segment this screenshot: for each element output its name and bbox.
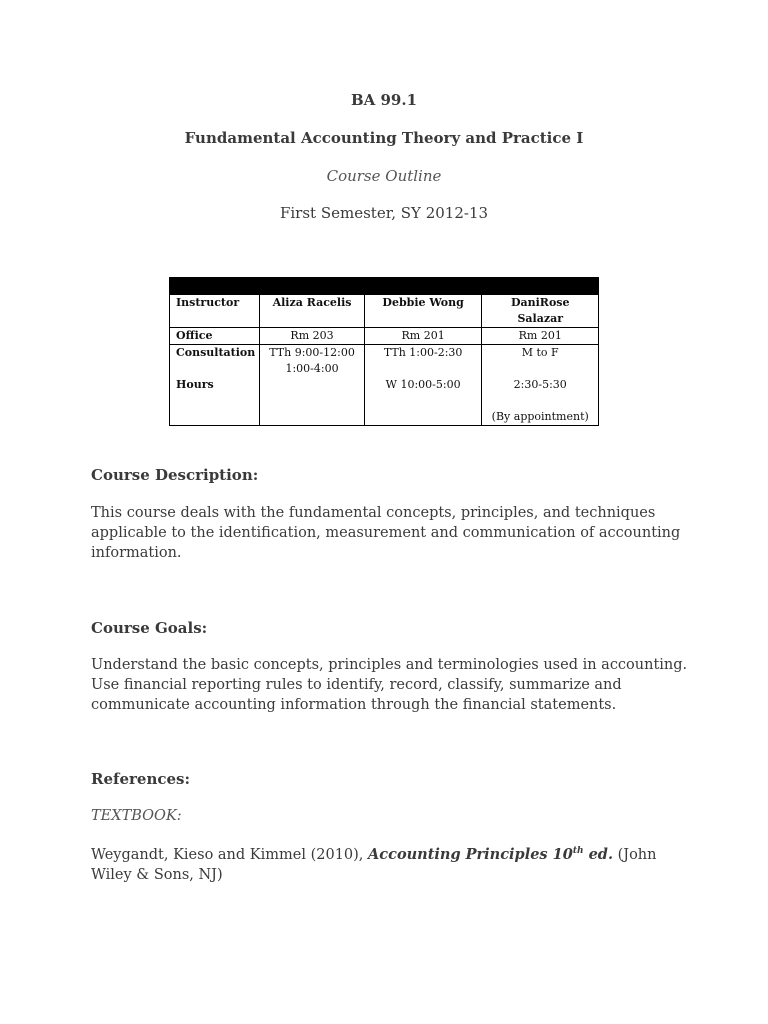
reference-title-suffix: ed. [583,846,613,863]
table-row-office [170,328,599,345]
table-header-bar-cell [170,278,599,295]
consultation-line: W 10:00-5:00 [385,378,461,391]
spacer-line [176,361,255,377]
table-header-bar [170,278,599,295]
consultation-line [486,361,594,377]
office-cell: Rm 201 [482,328,599,345]
table-row-instructor [170,295,599,328]
consultation-cell [260,345,365,426]
office-cell: Rm 201 [364,328,482,345]
course-goals-text: Understand the basic concepts, principles and terminologies used in accounting. Use financial reporting rules to identify, record, classify, summarize and communicate accounting information through the financial statements. [91,657,688,713]
instructor-name: Aliza Racelis [260,295,365,328]
consultation-line: TTh 1:00-2:30 [383,346,463,359]
semester: First Semester, SY 2012-13 [279,204,489,222]
row-label-office: Office [170,328,260,345]
consultation-line [369,361,478,377]
textbook-label: TEXTBOOK: [91,808,182,824]
office-cell: Rm 203 [260,328,365,345]
consultation-line: M to F [521,346,559,359]
row-label-consultation: Consultation [176,346,256,359]
reference-authors: Weygandt, Kieso and Kimmel (2010), [91,847,369,863]
consultation-line [369,393,478,409]
consultation-cell [364,345,482,426]
spacer-line [176,409,255,425]
row-label-instructor: Instructor [170,295,260,328]
consultation-line: (By appointment) [491,410,589,423]
reference-publisher: (John Wiley & Sons, NJ) [91,847,657,883]
reference-title-main: Accounting Principles 10 [368,846,573,863]
spacer-line [176,393,255,409]
consultation-line: 2:30-5:30 [513,378,567,391]
reference-title [368,846,613,863]
course-code: BA 99.1 [350,91,418,109]
consultation-line: TTh 9:00-12:00 [269,346,355,359]
textbook-reference [91,845,691,885]
course-description-text: This course deals with the fundamental concepts, principles, and techniques applicable to the identification, measurement and communication of accounting information. [91,505,681,561]
course-description-heading: Course Description: [91,466,259,484]
consultation-line: 1:00-4:00 [285,362,339,375]
reference-title-superscript: th [572,846,584,857]
consultation-line [264,377,360,393]
course-title: Fundamental Accounting Theory and Practice I [184,129,584,147]
row-label-hours: Hours [176,378,214,391]
row-label-consultation-hours [170,345,260,426]
instructor-schedule-table [169,277,599,426]
consultation-line [264,393,360,409]
consultation-line [486,393,594,409]
consultation-line [264,409,360,425]
table-row-consultation [170,345,599,426]
references-heading: References: [91,770,191,788]
instructor-name: Debbie Wong [364,295,482,328]
consultation-cell [482,345,599,426]
document-type: Course Outline [326,167,442,185]
course-goals-heading: Course Goals: [91,619,208,637]
instructor-name: DaniRose Salazar [482,295,599,328]
consultation-line [369,409,478,425]
